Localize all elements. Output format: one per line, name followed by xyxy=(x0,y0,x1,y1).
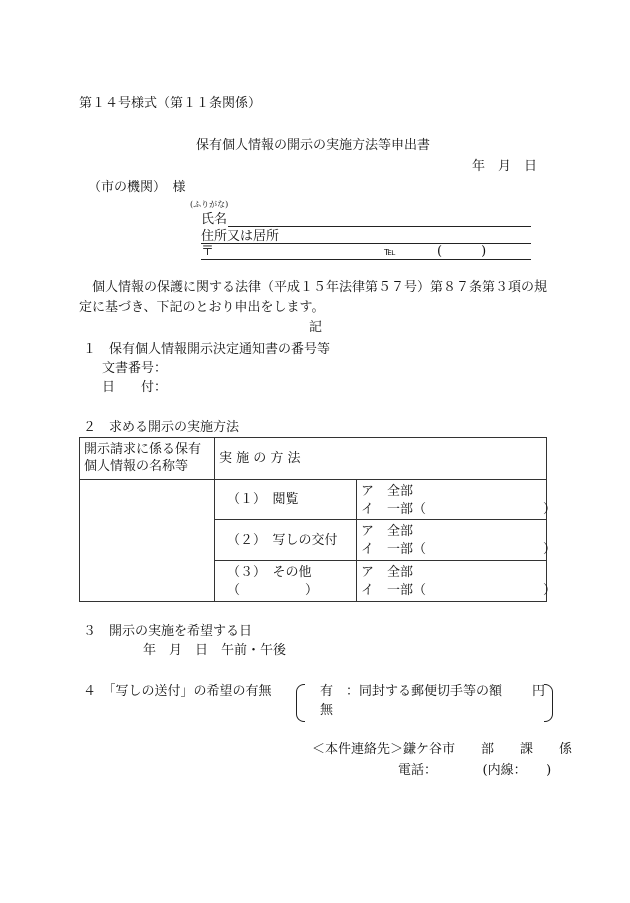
tel-parens: ( ) xyxy=(437,244,487,259)
option-yes[interactable]: 有 ：同封する郵便切手等の額 xyxy=(320,684,503,699)
body-line-2: 定に基づき、下記のとおり申出をします。 xyxy=(79,300,325,315)
option-no[interactable]: 無 xyxy=(320,703,334,718)
method-1-label: （１） 閲覧 xyxy=(215,480,357,520)
body-line-1: 個人情報の保護に関する法律（平成１５年法律第５７号）第８７条第３項の規 xyxy=(92,280,548,295)
info-name-cell[interactable] xyxy=(80,480,215,602)
section2-heading: ２ 求める開示の実施方法 xyxy=(83,420,240,435)
method-1-options: ア 全部 イ 一部（ ） xyxy=(357,480,547,520)
section3-heading: ３ 開示の実施を希望する日 xyxy=(83,624,253,639)
date-field-label: 日 付： xyxy=(102,380,168,395)
document-title: 保有個人情報の開示の実施方法等申出書 xyxy=(196,138,431,153)
form-number: 第１４号様式（第１１条関係） xyxy=(79,96,262,111)
furigana-label: (ふりがな) xyxy=(190,200,229,209)
tel-mark: ℡ xyxy=(384,245,396,258)
right-bracket xyxy=(544,684,553,722)
method-3-label: （３） その他 （ ） xyxy=(215,561,357,602)
section1-heading: １ 保有個人情報開示決定通知書の番号等 xyxy=(83,342,331,357)
section4-heading: ４ 「写しの送付」の希望の有無 xyxy=(83,684,272,699)
section3-date-line: 年 月 日 午前・午後 xyxy=(143,643,287,658)
date-line: 年 月 日 xyxy=(472,159,538,174)
doc-number-label: 文書番号： xyxy=(102,361,168,376)
address-label: 住所又は居所 xyxy=(201,229,280,244)
yen-label: 円 xyxy=(532,684,546,699)
postal-underline xyxy=(201,259,531,260)
contact-line-2: 電話： (内線： ) xyxy=(398,763,552,778)
method-2-options: ア 全部 イ 一部（ ） xyxy=(357,520,547,561)
addressee: （市の機関） 様 xyxy=(88,180,186,195)
name-underline xyxy=(228,226,531,227)
method-2-label: （２） 写しの交付 xyxy=(215,520,357,561)
ki-marker: 記 xyxy=(309,320,323,335)
name-label: 氏名 xyxy=(201,212,228,227)
method-3-options: ア 全部 イ 一部（ ） xyxy=(357,561,547,602)
col1-header: 開示請求に係る保有 個人情報の名称等 xyxy=(80,438,215,480)
left-bracket xyxy=(296,684,305,722)
postal-mark: 〒 xyxy=(201,244,215,259)
contact-line-1: ＜本件連絡先＞鎌ケ谷市 部 課 係 xyxy=(312,742,573,757)
col2-header: 実 施 の 方 法 xyxy=(215,438,547,480)
method-table xyxy=(79,437,557,602)
